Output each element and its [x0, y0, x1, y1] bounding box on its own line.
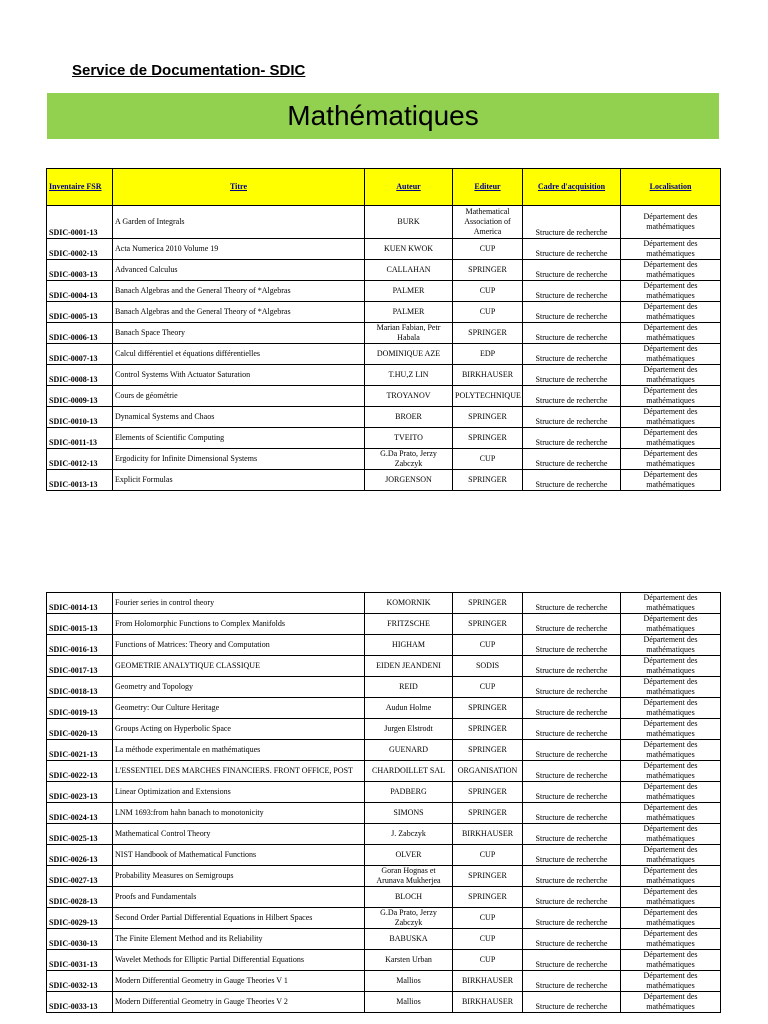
service-heading: Service de Documentation- SDIC: [72, 62, 306, 79]
col-header-cadre: Cadre d'acquisition: [523, 169, 621, 206]
table-row: [47, 428, 721, 449]
cell-editeur: CUP: [453, 239, 523, 260]
cell-localisation: Département des mathématiques: [621, 449, 721, 470]
table-row: [47, 782, 721, 803]
table-row: [47, 470, 721, 491]
cell-inventaire: SDIC-0026-13: [47, 845, 113, 866]
table-row: [47, 950, 721, 971]
table-row: [47, 323, 721, 344]
cell-titre: Explicit Formulas: [113, 470, 365, 491]
cell-editeur: SPRINGER: [453, 740, 523, 761]
cell-titre: Second Order Partial Differential Equations in Hilbert Spaces: [113, 908, 365, 929]
cell-cadre: Structure de recherche: [523, 824, 621, 845]
cell-cadre: Structure de recherche: [523, 866, 621, 887]
cell-titre: La méthode experimentale en mathématiques: [113, 740, 365, 761]
cell-cadre: Structure de recherche: [523, 281, 621, 302]
cell-inventaire: SDIC-0018-13: [47, 677, 113, 698]
cell-auteur: BROER: [365, 407, 453, 428]
cell-cadre: Structure de recherche: [523, 782, 621, 803]
cell-inventaire: SDIC-0012-13: [47, 449, 113, 470]
cell-localisation: Département des mathématiques: [621, 845, 721, 866]
cell-inventaire: SDIC-0029-13: [47, 908, 113, 929]
cell-inventaire: SDIC-0032-13: [47, 971, 113, 992]
cell-editeur: SPRINGER: [453, 719, 523, 740]
cell-editeur: SPRINGER: [453, 803, 523, 824]
cell-editeur: SPRINGER: [453, 593, 523, 614]
cell-editeur: SPRINGER: [453, 428, 523, 449]
cell-localisation: Département des mathématiques: [621, 386, 721, 407]
cell-titre: Proofs and Fundamentals: [113, 887, 365, 908]
cell-titre: Fourier series in control theory: [113, 593, 365, 614]
cell-editeur: CUP: [453, 845, 523, 866]
cell-titre: Probability Measures on Semigroups: [113, 866, 365, 887]
cell-cadre: Structure de recherche: [523, 908, 621, 929]
cell-inventaire: SDIC-0006-13: [47, 323, 113, 344]
cell-localisation: Département des mathématiques: [621, 677, 721, 698]
cell-localisation: Département des mathématiques: [621, 908, 721, 929]
cell-localisation: Département des mathématiques: [621, 407, 721, 428]
cell-cadre: Structure de recherche: [523, 698, 621, 719]
table-row: [47, 239, 721, 260]
cell-titre: GEOMETRIE ANALYTIQUE CLASSIQUE: [113, 656, 365, 677]
table-row: [47, 908, 721, 929]
table-row: [47, 971, 721, 992]
cell-cadre: Structure de recherche: [523, 365, 621, 386]
table-row: [47, 206, 721, 239]
cell-cadre: Structure de recherche: [523, 470, 621, 491]
cell-auteur: OLVER: [365, 845, 453, 866]
cell-editeur: CUP: [453, 929, 523, 950]
cell-auteur: G.Da Prato, Jerzy Zabczyk: [365, 449, 453, 470]
cell-cadre: Structure de recherche: [523, 428, 621, 449]
cell-cadre: Structure de recherche: [523, 656, 621, 677]
table-row: [47, 281, 721, 302]
cell-editeur: BIRKHAUSER: [453, 992, 523, 1013]
table-row: [47, 614, 721, 635]
cell-titre: Modern Differential Geometry in Gauge Theories V 1: [113, 971, 365, 992]
cell-localisation: Département des mathématiques: [621, 302, 721, 323]
cell-editeur: SPRINGER: [453, 470, 523, 491]
cell-localisation: Département des mathématiques: [621, 803, 721, 824]
cell-cadre: Structure de recherche: [523, 950, 621, 971]
col-header-inventaire: Inventaire FSR: [47, 169, 113, 206]
cell-cadre: Structure de recherche: [523, 614, 621, 635]
cell-localisation: Département des mathématiques: [621, 824, 721, 845]
cell-inventaire: SDIC-0010-13: [47, 407, 113, 428]
cell-titre: Ergodicity for Infinite Dimensional Systems: [113, 449, 365, 470]
cell-inventaire: SDIC-0028-13: [47, 887, 113, 908]
cell-inventaire: SDIC-0004-13: [47, 281, 113, 302]
cell-titre: Groups Acting on Hyperbolic Space: [113, 719, 365, 740]
cell-inventaire: SDIC-0007-13: [47, 344, 113, 365]
cell-titre: Banach Algebras and the General Theory of *Algebras: [113, 281, 365, 302]
cell-localisation: Département des mathématiques: [621, 929, 721, 950]
cell-inventaire: SDIC-0016-13: [47, 635, 113, 656]
table-row: [47, 698, 721, 719]
cell-auteur: FRITZSCHE: [365, 614, 453, 635]
cell-auteur: PALMER: [365, 281, 453, 302]
cell-localisation: Département des mathématiques: [621, 782, 721, 803]
cell-auteur: PADBERG: [365, 782, 453, 803]
cell-localisation: Département des mathématiques: [621, 698, 721, 719]
table-row: [47, 929, 721, 950]
cell-localisation: Département des mathématiques: [621, 950, 721, 971]
cell-editeur: CUP: [453, 302, 523, 323]
cell-inventaire: SDIC-0011-13: [47, 428, 113, 449]
table-row: [47, 656, 721, 677]
cell-editeur: CUP: [453, 281, 523, 302]
cell-editeur: CUP: [453, 677, 523, 698]
cell-auteur: Karsten Urban: [365, 950, 453, 971]
cell-cadre: Structure de recherche: [523, 206, 621, 239]
cell-auteur: Audun Holme: [365, 698, 453, 719]
cell-editeur: BIRKHAUSER: [453, 824, 523, 845]
cell-localisation: Département des mathématiques: [621, 866, 721, 887]
cell-inventaire: SDIC-0015-13: [47, 614, 113, 635]
cell-editeur: SODIS: [453, 656, 523, 677]
cell-localisation: Département des mathématiques: [621, 971, 721, 992]
cell-localisation: Département des mathématiques: [621, 719, 721, 740]
cell-editeur: ORGANISATION: [453, 761, 523, 782]
table-row: [47, 449, 721, 470]
cell-titre: Banach Space Theory: [113, 323, 365, 344]
cell-auteur: KUEN KWOK: [365, 239, 453, 260]
cell-cadre: Structure de recherche: [523, 260, 621, 281]
cell-auteur: GUENARD: [365, 740, 453, 761]
cell-inventaire: SDIC-0001-13: [47, 206, 113, 239]
cell-inventaire: SDIC-0019-13: [47, 698, 113, 719]
cell-localisation: Département des mathématiques: [621, 239, 721, 260]
cell-cadre: Structure de recherche: [523, 845, 621, 866]
cell-cadre: Structure de recherche: [523, 887, 621, 908]
cell-auteur: SIMONS: [365, 803, 453, 824]
cell-auteur: Marian Fabian, Petr Habala: [365, 323, 453, 344]
cell-titre: Cours de géométrie: [113, 386, 365, 407]
cell-localisation: Département des mathématiques: [621, 428, 721, 449]
cell-auteur: Jurgen Elstrodt: [365, 719, 453, 740]
cell-localisation: Département des mathématiques: [621, 656, 721, 677]
cell-localisation: Département des mathématiques: [621, 635, 721, 656]
cell-cadre: Structure de recherche: [523, 344, 621, 365]
cell-editeur: SPRINGER: [453, 698, 523, 719]
cell-cadre: Structure de recherche: [523, 929, 621, 950]
table-row: [47, 887, 721, 908]
cell-editeur: SPRINGER: [453, 614, 523, 635]
table-row: [47, 866, 721, 887]
cell-editeur: POLYTECHNIQUE: [453, 386, 523, 407]
cell-editeur: SPRINGER: [453, 887, 523, 908]
subject-banner: [47, 93, 719, 139]
table-row: [47, 302, 721, 323]
cell-inventaire: SDIC-0024-13: [47, 803, 113, 824]
cell-localisation: Département des mathématiques: [621, 761, 721, 782]
cell-inventaire: SDIC-0023-13: [47, 782, 113, 803]
table-row: [47, 803, 721, 824]
cell-titre: Wavelet Methods for Elliptic Partial Differential Equations: [113, 950, 365, 971]
cell-auteur: Mallios: [365, 992, 453, 1013]
cell-editeur: EDP: [453, 344, 523, 365]
cell-inventaire: SDIC-0013-13: [47, 470, 113, 491]
cell-auteur: Goran Hognas et Arunava Mukherjea: [365, 866, 453, 887]
cell-localisation: Département des mathématiques: [621, 593, 721, 614]
table-row: [47, 635, 721, 656]
cell-editeur: SPRINGER: [453, 782, 523, 803]
cell-auteur: TVEITO: [365, 428, 453, 449]
cell-inventaire: SDIC-0030-13: [47, 929, 113, 950]
cell-titre: LNM 1693:from hahn banach to monotonicity: [113, 803, 365, 824]
cell-titre: Elements of Scientific Computing: [113, 428, 365, 449]
cell-inventaire: SDIC-0002-13: [47, 239, 113, 260]
cell-editeur: SPRINGER: [453, 323, 523, 344]
cell-titre: Functions of Matrices: Theory and Computation: [113, 635, 365, 656]
table-row: [47, 407, 721, 428]
cell-titre: Calcul différentiel et équations différentielles: [113, 344, 365, 365]
cell-localisation: Département des mathématiques: [621, 470, 721, 491]
cell-inventaire: SDIC-0021-13: [47, 740, 113, 761]
cell-auteur: PALMER: [365, 302, 453, 323]
table-row: [47, 677, 721, 698]
cell-editeur: SPRINGER: [453, 866, 523, 887]
cell-cadre: Structure de recherche: [523, 407, 621, 428]
cell-titre: Geometry and Topology: [113, 677, 365, 698]
cell-titre: Geometry: Our Culture Heritage: [113, 698, 365, 719]
cell-auteur: BLOCH: [365, 887, 453, 908]
inventory-table-1: [46, 168, 721, 491]
table-row: [47, 593, 721, 614]
cell-inventaire: SDIC-0033-13: [47, 992, 113, 1013]
cell-cadre: Structure de recherche: [523, 302, 621, 323]
cell-inventaire: SDIC-0025-13: [47, 824, 113, 845]
cell-titre: Dynamical Systems and Chaos: [113, 407, 365, 428]
cell-cadre: Structure de recherche: [523, 449, 621, 470]
table-row: [47, 761, 721, 782]
table-row: [47, 365, 721, 386]
cell-titre: From Holomorphic Functions to Complex Manifolds: [113, 614, 365, 635]
cell-inventaire: SDIC-0003-13: [47, 260, 113, 281]
cell-auteur: T.HU,Z LIN: [365, 365, 453, 386]
cell-auteur: BURK: [365, 206, 453, 239]
cell-inventaire: SDIC-0017-13: [47, 656, 113, 677]
cell-cadre: Structure de recherche: [523, 971, 621, 992]
table-row: [47, 992, 721, 1013]
cell-localisation: Département des mathématiques: [621, 260, 721, 281]
cell-editeur: CUP: [453, 950, 523, 971]
cell-localisation: Département des mathématiques: [621, 992, 721, 1013]
cell-localisation: Département des mathématiques: [621, 614, 721, 635]
cell-inventaire: SDIC-0008-13: [47, 365, 113, 386]
cell-cadre: Structure de recherche: [523, 992, 621, 1013]
col-header-editeur: Editeur: [453, 169, 523, 206]
col-header-titre: Titre: [113, 169, 365, 206]
cell-cadre: Structure de recherche: [523, 719, 621, 740]
col-header-auteur: Auteur: [365, 169, 453, 206]
table-row: [47, 824, 721, 845]
cell-inventaire: SDIC-0020-13: [47, 719, 113, 740]
cell-titre: Linear Optimization and Extensions: [113, 782, 365, 803]
cell-cadre: Structure de recherche: [523, 386, 621, 407]
table-row: [47, 845, 721, 866]
cell-auteur: J. Zabczyk: [365, 824, 453, 845]
cell-auteur: DOMINIQUE AZE: [365, 344, 453, 365]
cell-localisation: Département des mathématiques: [621, 887, 721, 908]
cell-cadre: Structure de recherche: [523, 239, 621, 260]
table-row: [47, 719, 721, 740]
cell-editeur: CUP: [453, 449, 523, 470]
cell-localisation: Département des mathématiques: [621, 740, 721, 761]
cell-auteur: TROYANOV: [365, 386, 453, 407]
cell-titre: Control Systems With Actuator Saturation: [113, 365, 365, 386]
cell-inventaire: SDIC-0009-13: [47, 386, 113, 407]
cell-inventaire: SDIC-0022-13: [47, 761, 113, 782]
table-row: [47, 344, 721, 365]
table-row: [47, 260, 721, 281]
cell-titre: Banach Algebras and the General Theory of *Algebras: [113, 302, 365, 323]
cell-editeur: BIRKHAUSER: [453, 971, 523, 992]
cell-titre: NIST Handbook of Mathematical Functions: [113, 845, 365, 866]
cell-localisation: Département des mathématiques: [621, 344, 721, 365]
cell-localisation: Département des mathématiques: [621, 206, 721, 239]
cell-auteur: JORGENSON: [365, 470, 453, 491]
col-header-localisation: Localisation: [621, 169, 721, 206]
cell-titre: Modern Differential Geometry in Gauge Theories V 2: [113, 992, 365, 1013]
cell-titre: L'ESSENTIEL DES MARCHES FINANCIERS. FRONT OFFICE, POST: [113, 761, 365, 782]
table-row: [47, 386, 721, 407]
cell-auteur: HIGHAM: [365, 635, 453, 656]
cell-auteur: Mallios: [365, 971, 453, 992]
cell-auteur: EIDEN JEANDENI: [365, 656, 453, 677]
cell-titre: A Garden of Integrals: [113, 206, 365, 239]
cell-cadre: Structure de recherche: [523, 761, 621, 782]
cell-cadre: Structure de recherche: [523, 635, 621, 656]
cell-auteur: REID: [365, 677, 453, 698]
cell-cadre: Structure de recherche: [523, 740, 621, 761]
cell-inventaire: SDIC-0031-13: [47, 950, 113, 971]
cell-titre: Acta Numerica 2010 Volume 19: [113, 239, 365, 260]
cell-cadre: Structure de recherche: [523, 593, 621, 614]
cell-auteur: KOMORNIK: [365, 593, 453, 614]
cell-editeur: BIRKHAUSER: [453, 365, 523, 386]
cell-inventaire: SDIC-0027-13: [47, 866, 113, 887]
cell-auteur: G.Da Prato, Jerzy Zabczyk: [365, 908, 453, 929]
cell-editeur: SPRINGER: [453, 407, 523, 428]
cell-editeur: CUP: [453, 635, 523, 656]
subject-title: Mathématiques: [287, 100, 479, 131]
cell-cadre: Structure de recherche: [523, 323, 621, 344]
cell-inventaire: SDIC-0005-13: [47, 302, 113, 323]
cell-auteur: BABUSKA: [365, 929, 453, 950]
cell-localisation: Département des mathématiques: [621, 281, 721, 302]
cell-editeur: CUP: [453, 908, 523, 929]
cell-editeur: SPRINGER: [453, 260, 523, 281]
cell-auteur: CHARDOILLET SAL: [365, 761, 453, 782]
table-row: [47, 740, 721, 761]
cell-titre: Advanced Calculus: [113, 260, 365, 281]
cell-cadre: Structure de recherche: [523, 677, 621, 698]
cell-cadre: Structure de recherche: [523, 803, 621, 824]
cell-localisation: Département des mathématiques: [621, 323, 721, 344]
cell-titre: The Finite Element Method and its Reliability: [113, 929, 365, 950]
inventory-table-2: [46, 592, 721, 1013]
cell-editeur: Mathematical Association of America: [453, 206, 523, 239]
cell-auteur: CALLAHAN: [365, 260, 453, 281]
cell-inventaire: SDIC-0014-13: [47, 593, 113, 614]
cell-localisation: Département des mathématiques: [621, 365, 721, 386]
cell-titre: Mathematical Control Theory: [113, 824, 365, 845]
